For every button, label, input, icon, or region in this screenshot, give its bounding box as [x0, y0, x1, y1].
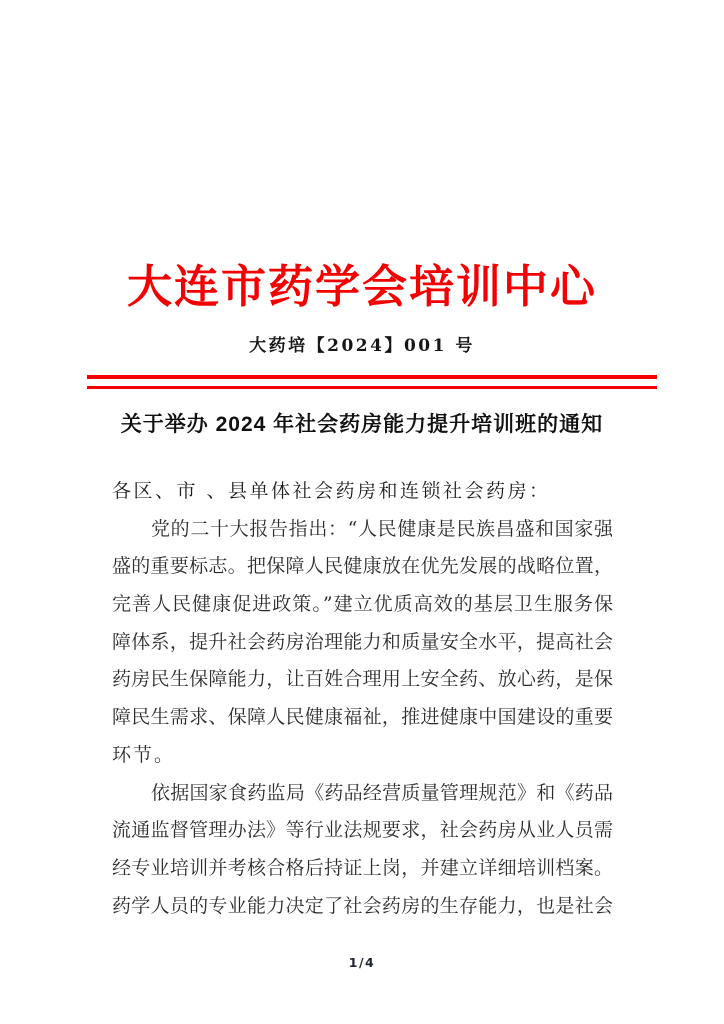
- body-line: 障民生需求、保障人民健康福祉，推进健康中国建设的重要: [112, 706, 613, 729]
- body-line: 经专业培训并考核合格后持证上岗，并建立详细培训档案。: [112, 856, 613, 879]
- body-line: 依据国家食药监局《药品经营质量管理规范》和《药品: [151, 781, 613, 804]
- body-line: 障体系，提升社会药房治理能力和质量安全水平，提高社会: [112, 630, 613, 653]
- org-title: 大连市药学会培训中心: [126, 261, 597, 312]
- notice-body: [112, 473, 613, 925]
- doc-number: 大药培【2024】001 号: [249, 336, 475, 356]
- red-rule-thick: [87, 375, 657, 379]
- body-line: 党的二十大报告指出：“人民健康是民族昌盛和国家强: [151, 517, 613, 540]
- body-line: 完善人民健康促进政策。”建立优质高效的基层卫生服务保: [112, 593, 613, 616]
- body-line: 药房民生保障能力，让百姓合理用上安全药、放心药，是保: [112, 668, 613, 691]
- red-rule-thin: [87, 386, 657, 389]
- body-line: 流通监督管理办法》等行业法规要求，社会药房从业人员需: [112, 819, 613, 842]
- body-line: 药学人员的专业能力决定了社会药房的生存能力，也是社会: [112, 894, 613, 917]
- salutation-line: 各区、市 、县单体社会药房和连锁社会药房：: [112, 480, 551, 502]
- page-number: 1/4: [348, 955, 376, 970]
- notice-heading: 关于举办 2024 年社会药房能力提升培训班的通知: [120, 413, 604, 436]
- body-line: 盛的重要标志。把保障人民健康放在优先发展的战略位置，: [112, 555, 613, 578]
- body-line: 环节。: [112, 743, 176, 766]
